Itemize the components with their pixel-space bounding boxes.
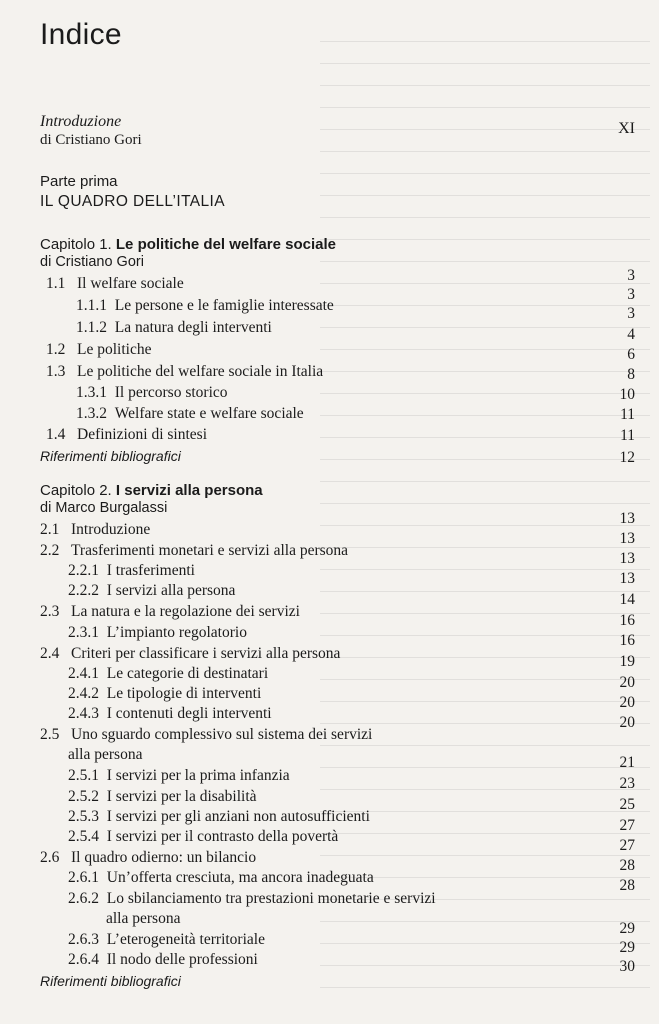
page-number: 28 bbox=[619, 877, 635, 894]
page-number: 25 bbox=[619, 796, 635, 813]
page-number: 11 bbox=[620, 427, 635, 444]
toc-entry: 1.2 Le politiche bbox=[46, 341, 152, 358]
page-number: 13 bbox=[619, 550, 635, 567]
page-number: 6 bbox=[627, 346, 635, 363]
toc-entry: 2.1 Introduzione bbox=[40, 521, 151, 538]
toc-entry: 2.5.1 I servizi per la prima infanzia bbox=[68, 767, 290, 784]
chapter-2-title: I servizi alla persona bbox=[115, 482, 263, 499]
chapter-1-title: Le politiche del welfare sociale bbox=[115, 236, 336, 253]
chapter-2-label: Capitolo 2. bbox=[40, 482, 112, 499]
page-number: 12 bbox=[619, 449, 635, 466]
toc-entry: 1.1.2 La natura degli interventi bbox=[76, 319, 272, 336]
toc-entry: 2.6.2 Lo sbilanciamento tra prestazioni monetarie e servizi bbox=[68, 890, 436, 907]
toc-entry: 1.3.1 Il percorso storico bbox=[76, 384, 228, 401]
page-number: 4 bbox=[627, 326, 635, 343]
toc-entry: 2.3 La natura e la regolazione dei servizi bbox=[40, 603, 300, 620]
toc-entry: 2.2.1 I trasferimenti bbox=[68, 562, 195, 579]
chapter-2-references: Riferimenti bibliografici bbox=[40, 973, 181, 989]
page-number: 16 bbox=[619, 632, 635, 649]
toc-entry: 2.6.3 L’eterogeneità territoriale bbox=[68, 931, 265, 948]
page-number: 14 bbox=[619, 591, 635, 608]
introduction-page: XI bbox=[618, 120, 635, 137]
toc-entry: 2.6.4 Il nodo delle professioni bbox=[68, 951, 258, 968]
page-number: 3 bbox=[627, 286, 635, 303]
page-number: 27 bbox=[619, 817, 635, 834]
toc-entry: 2.3.1 L’impianto regolatorio bbox=[68, 624, 247, 641]
page-number: 21 bbox=[619, 754, 635, 771]
chapter-2-author: di Marco Burgalassi bbox=[40, 500, 168, 516]
chapter-1-label: Capitolo 1. bbox=[40, 236, 112, 253]
page-number: 20 bbox=[619, 674, 635, 691]
toc-entry: 2.5.2 I servizi per la disabilità bbox=[68, 788, 257, 805]
toc-entry: 2.4 Criteri per classificare i servizi alla persona bbox=[40, 645, 341, 662]
toc-entry: 2.4.3 I contenuti degli interventi bbox=[68, 705, 272, 722]
chapter-2-heading bbox=[40, 482, 263, 499]
chapter-1-heading bbox=[40, 236, 336, 253]
page-number: 29 bbox=[619, 939, 635, 956]
introduction-author: di Cristiano Gori bbox=[40, 132, 142, 148]
page-number: 23 bbox=[619, 775, 635, 792]
page-number: 27 bbox=[619, 837, 635, 854]
page-number: 11 bbox=[620, 406, 635, 423]
toc-entry: 1.1.1 Le persone e le famiglie interessate bbox=[76, 297, 334, 314]
toc-entry: 2.6 Il quadro odierno: un bilancio bbox=[40, 849, 257, 866]
page-number: 29 bbox=[619, 920, 635, 937]
toc-entry: 2.4.2 Le tipologie di interventi bbox=[68, 685, 262, 702]
page-number: 13 bbox=[619, 570, 635, 587]
page-number: 28 bbox=[619, 857, 635, 874]
page-number: 20 bbox=[619, 714, 635, 731]
toc-entry: 2.6.1 Un’offerta cresciuta, ma ancora inadeguata bbox=[68, 869, 374, 886]
page-number: 19 bbox=[619, 653, 635, 670]
toc-entry: 1.1 Il welfare sociale bbox=[46, 275, 184, 292]
page-number: 16 bbox=[619, 612, 635, 629]
chapter-1-references: Riferimenti bibliografici bbox=[40, 448, 181, 464]
page-title: Indice bbox=[40, 18, 122, 51]
part-label: Parte prima bbox=[40, 173, 118, 190]
toc-entry: alla persona bbox=[68, 746, 143, 763]
toc-entry: 1.4 Definizioni di sintesi bbox=[46, 426, 208, 443]
toc-entry: 2.5.4 I servizi per il contrasto della povertà bbox=[68, 828, 339, 845]
introduction-label: Introduzione bbox=[40, 113, 122, 130]
page-number: 3 bbox=[627, 267, 635, 284]
page-number: 20 bbox=[619, 694, 635, 711]
page-number: 13 bbox=[619, 530, 635, 547]
page-number: 30 bbox=[619, 958, 635, 975]
toc-entry: 2.2.2 I servizi alla persona bbox=[68, 582, 236, 599]
toc-entry: alla persona bbox=[106, 910, 181, 927]
page-number: 10 bbox=[619, 386, 635, 403]
toc-entry: 1.3 Le politiche del welfare sociale in Italia bbox=[46, 363, 324, 380]
toc-entry: 2.2 Trasferimenti monetari e servizi alla persona bbox=[40, 542, 349, 559]
part-title: IL QUADRO DELL’ITALIA bbox=[40, 193, 225, 210]
chapter-1-author: di Cristiano Gori bbox=[40, 254, 144, 270]
toc-entry: 1.3.2 Welfare state e welfare sociale bbox=[76, 405, 304, 422]
page-number: 8 bbox=[627, 366, 635, 383]
page-number: 13 bbox=[619, 510, 635, 527]
toc-entry: 2.5 Uno sguardo complessivo sul sistema dei servizi bbox=[40, 726, 373, 743]
toc-entry: 2.4.1 Le categorie di destinatari bbox=[68, 665, 269, 682]
toc-entry: 2.5.3 I servizi per gli anziani non autosufficienti bbox=[68, 808, 370, 825]
page-number: 3 bbox=[627, 305, 635, 322]
